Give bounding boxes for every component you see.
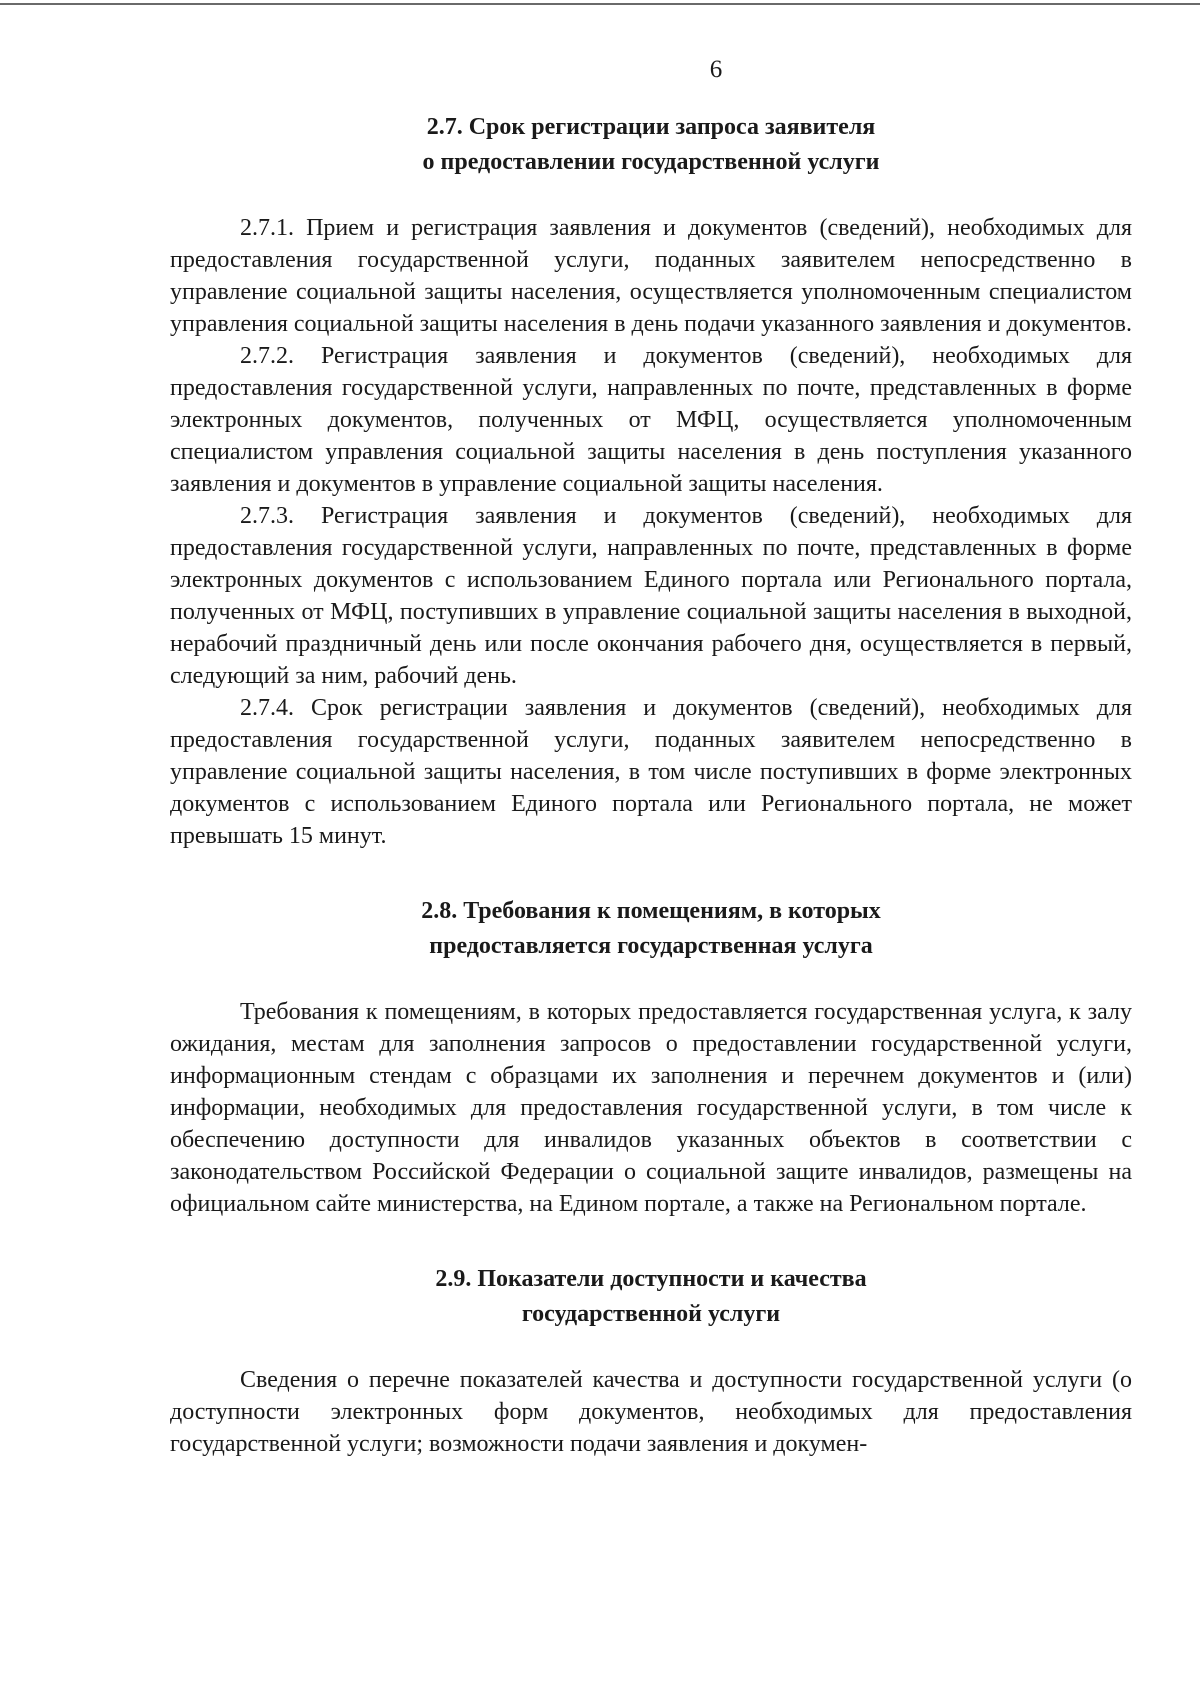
paragraph-2-8: Требования к помещениям, в которых предоставляется государственная услуга, к залу ожидания, местам для заполнения запросов о предоставлении государственной услуги, информационным стендам с образцами их заполнения и перечнем документов и (или) информации, необходимых для предоставления государственной услуги, в том числе к обеспечению доступности для инвалидов указанных объектов в соответствии с законодательством Российской Федерации о социальной защите инвалидов, размещены на официальном сайте министерства, на Едином портале, а также на Региональном портале. (170, 999, 1132, 1217)
section-2-9 (170, 1262, 1132, 1460)
paragraph-2-9: Сведения о перечне показателей качества и доступности государственной услуги (о доступности электронных форм документов, необходимых для предоставления государственной услуги; возможности подачи заявления и докумен- (170, 1367, 1132, 1457)
section-heading (170, 110, 1132, 180)
section-heading-line: о предоставлении государственной услуги (422, 149, 880, 175)
paragraph-2-7-3: 2.7.3. Регистрация заявления и документов (сведений), необходимых для предоставления государственной услуги, направленных по почте, представленных в форме электронных документов с использованием Единого портала или Регионального портала, полученных от МФЦ, поступивших в управление социальной защиты населения в выходной, нерабочий праздничный день или после окончания рабочего дня, осуществляется в первый, следующий за ним, рабочий день. (170, 503, 1132, 689)
section-heading-line: 2.8. Требования к помещениям, в которых (421, 898, 881, 924)
spacer (170, 964, 1132, 996)
page-number: 6 (709, 56, 723, 83)
spacer (170, 1332, 1132, 1364)
paragraph-2-7-2: 2.7.2. Регистрация заявления и документов (сведений), необходимых для предоставления государственной услуги, направленных по почте, представленных в форме электронных документов, полученных от МФЦ, осуществляется уполномоченным специалистом управления социальной защиты населения в день поступления указанного заявления и документов в управление социальной защиты населения. (170, 343, 1132, 497)
section-heading-line: предоставляется государственная услуга (429, 933, 873, 959)
section-heading (170, 894, 1132, 964)
document-page (170, 52, 1132, 1460)
section-heading-line: государственной услуги (521, 1301, 781, 1327)
section-2-8 (170, 894, 1132, 1220)
section-heading-line: 2.7. Срок регистрации запроса заявителя (426, 114, 876, 140)
spacer (170, 180, 1132, 212)
paragraph-2-7-1: 2.7.1. Прием и регистрация заявления и документов (сведений), необходимых для предоставления государственной услуги, поданных заявителем непосредственно в управление социальной защиты населения, осуществляется уполномоченным специалистом управления социальной защиты населения в день подачи указанного заявления и документов. (170, 215, 1132, 337)
section-heading (170, 1262, 1132, 1332)
section-heading-line: 2.9. Показатели доступности и качества (435, 1266, 867, 1292)
paragraph-2-7-4: 2.7.4. Срок регистрации заявления и документов (сведений), необходимых для предоставления государственной услуги, поданных заявителем непосредственно в управление социальной защиты населения, в том числе поступивших в форме электронных документов с использованием Единого портала или Регионального портала, не может превышать 15 минут. (170, 695, 1132, 849)
section-2-7 (170, 110, 1132, 852)
top-border-line (0, 3, 1200, 5)
